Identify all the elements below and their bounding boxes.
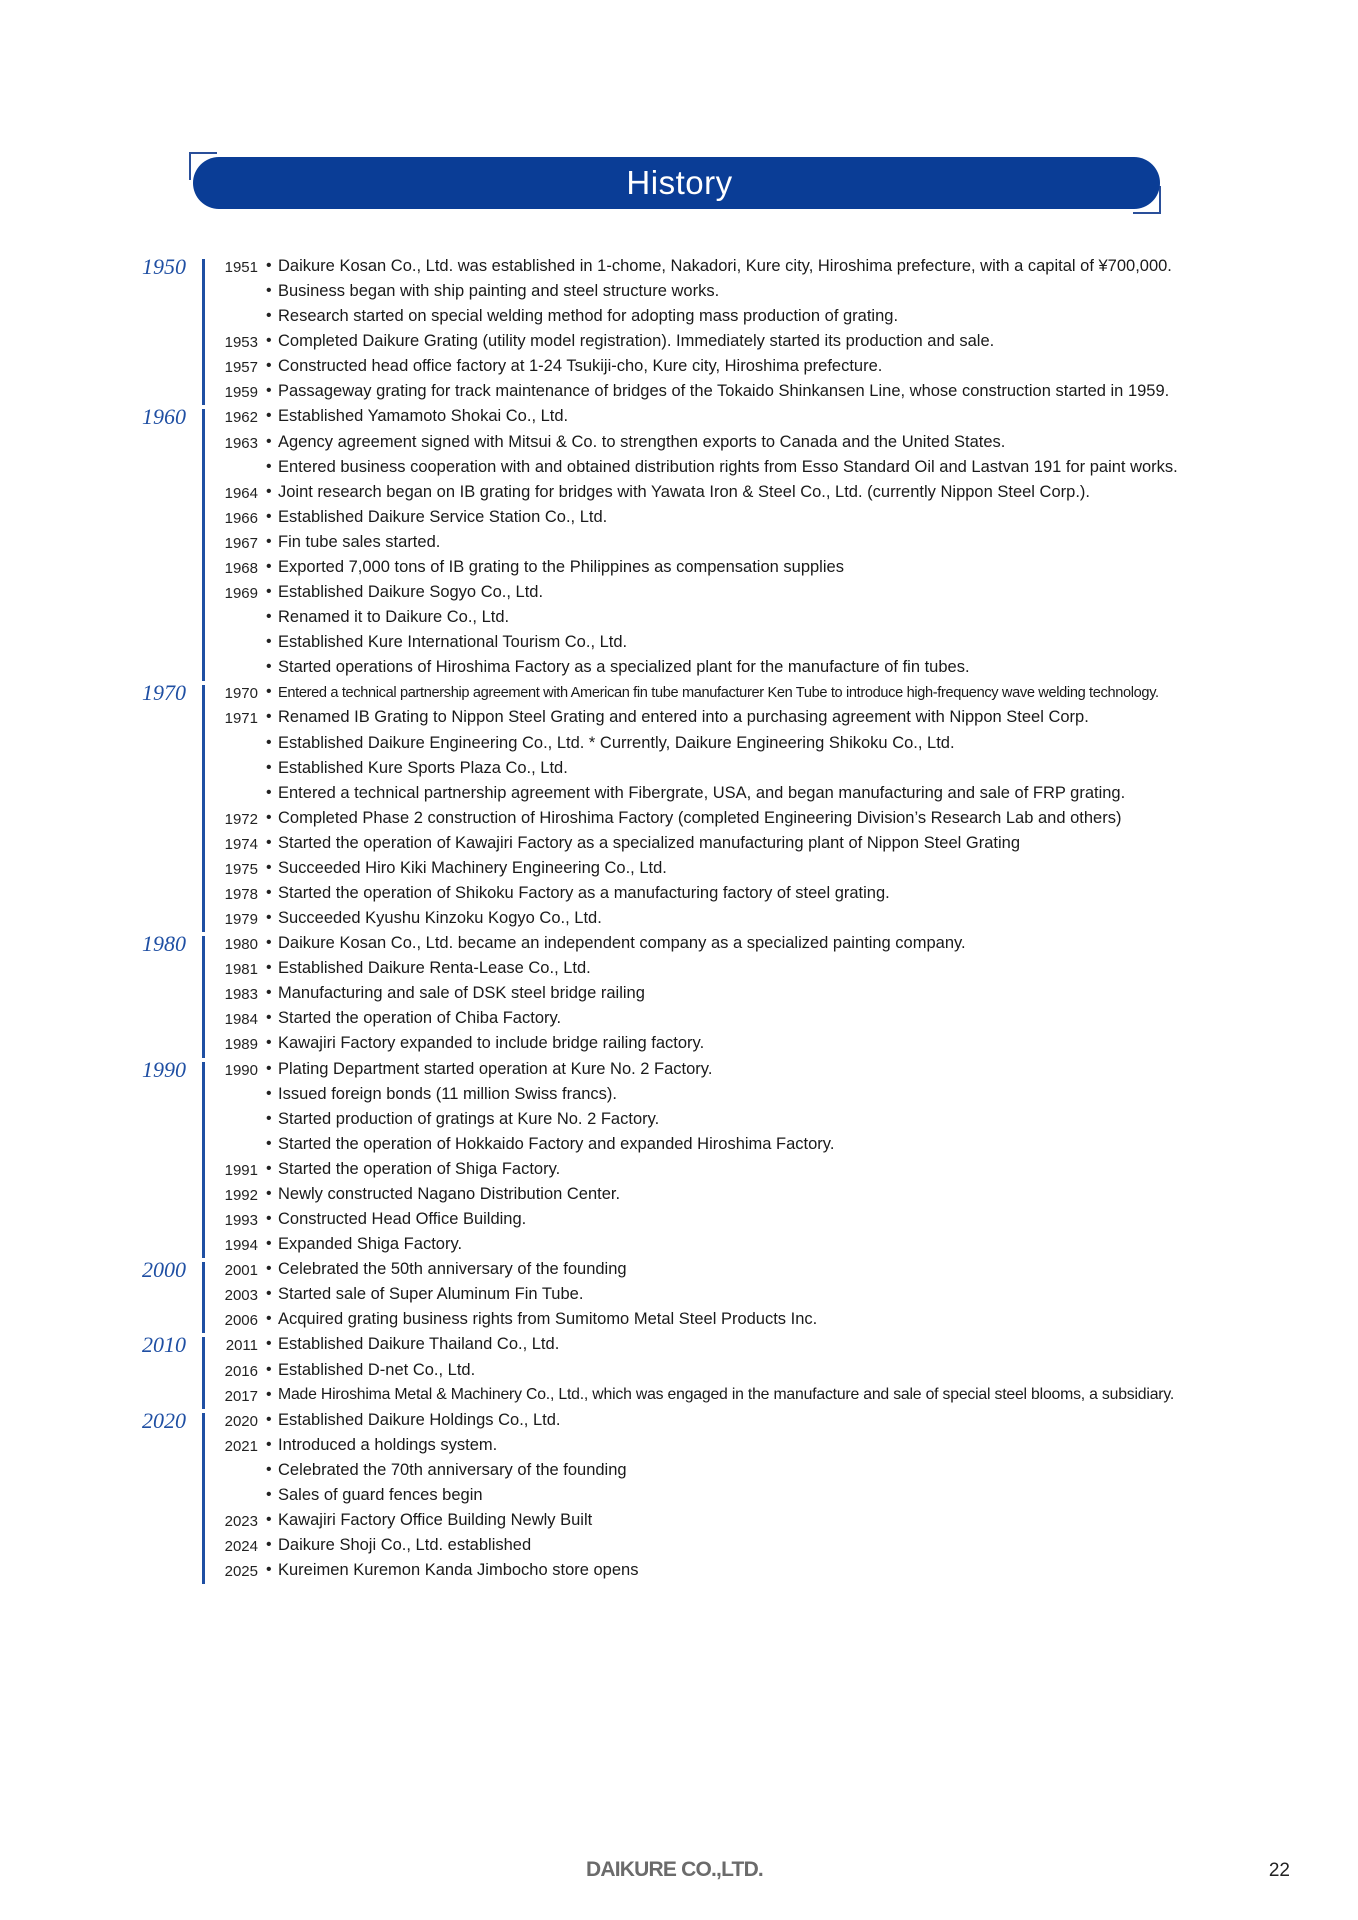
event-text: Plating Department started operation at Kure No. 2 Factory. xyxy=(278,1059,713,1078)
event-text: Established Daikure Renta-Lease Co., Ltd. xyxy=(278,959,591,978)
event-year: 2023 xyxy=(224,1513,258,1530)
event-year: 1969 xyxy=(224,585,258,603)
event-text: Daikure Kosan Co., Ltd. was established in 1-chome, Nakadori, Kure city, Hiroshima prefecture, with a capital of ¥700,000. xyxy=(278,257,1172,275)
bullet-marker: • xyxy=(266,808,272,826)
bullet-marker: • xyxy=(266,507,272,525)
bullet-marker: • xyxy=(266,557,272,575)
decade-bar xyxy=(202,1062,205,1259)
bullet-marker: • xyxy=(266,858,272,876)
event-text: Newly constructed Nagano Distribution Center. xyxy=(278,1184,621,1203)
bullet-marker: • xyxy=(266,583,272,601)
bullet-marker: • xyxy=(266,307,272,325)
event-year: 1980 xyxy=(224,936,258,954)
page-title: History xyxy=(626,164,733,201)
bullet-marker: • xyxy=(266,1285,272,1303)
bullet-marker: • xyxy=(266,357,272,375)
bullet-marker: • xyxy=(266,1159,272,1177)
event-year: 2001 xyxy=(224,1262,258,1280)
bullet-marker: • xyxy=(266,282,272,300)
event-text: Started the operation of Chiba Factory. xyxy=(278,1009,562,1028)
event-text: Renamed it to Daikure Co., Ltd. xyxy=(278,608,510,627)
event-year: 1978 xyxy=(224,886,258,903)
event-year: 1981 xyxy=(224,961,258,979)
bullet-marker: • xyxy=(266,1109,272,1127)
event-year: 1975 xyxy=(224,860,258,878)
event-text: Kureimen Kuremon Kanda Jimbocho store opens xyxy=(278,1561,639,1580)
bullet-marker: • xyxy=(266,1235,272,1253)
event-text: Established Daikure Sogyo Co., Ltd. xyxy=(278,583,544,602)
event-year: 2016 xyxy=(224,1362,258,1380)
decade-bar xyxy=(202,685,205,932)
event-text: Entered a technical partnership agreement with Fibergrate, USA, and began manufacturing and sale of FRP grating. xyxy=(278,783,1126,802)
event-text: Started sale of Super Aluminum Fin Tube. xyxy=(278,1285,584,1304)
decade-bar xyxy=(202,409,205,681)
bullet-marker: • xyxy=(266,959,272,977)
bullet-marker: • xyxy=(266,1059,272,1077)
event-year: 1962 xyxy=(224,409,258,427)
event-year: 1979 xyxy=(224,911,258,929)
event-text: Established Daikure Service Station Co., Ltd. xyxy=(278,507,608,526)
bullet-marker: • xyxy=(266,1410,272,1428)
event-text: Succeeded Hiro Kiki Machinery Engineering Co., Ltd. xyxy=(278,858,667,877)
event-year: 2024 xyxy=(224,1538,258,1556)
event-text: Entered a technical partnership agreement with American fin tube manufacturer Ken Tube to introduce high-frequency wave welding technology. xyxy=(278,685,1159,702)
bullet-marker: • xyxy=(266,1184,272,1202)
event-year: 1989 xyxy=(224,1036,258,1054)
bullet-marker: • xyxy=(266,1435,272,1453)
decade-label: 1960 xyxy=(142,404,186,430)
decade-bar xyxy=(202,1337,205,1408)
bullet-marker: • xyxy=(266,532,272,550)
event-text: Started operations of Hiroshima Factory as a specialized plant for the manufacture of fin tubes. xyxy=(278,658,970,677)
event-text: Daikure Shoji Co., Ltd. established xyxy=(278,1536,532,1555)
bullet-marker: • xyxy=(266,909,272,927)
bullet-marker: • xyxy=(266,1134,272,1152)
event-year: 1983 xyxy=(224,986,258,1004)
bullet-marker: • xyxy=(266,457,272,475)
event-year: 1957 xyxy=(224,359,258,377)
page-number: 22 xyxy=(1268,1860,1290,1881)
decade-bar xyxy=(202,936,205,1057)
bullet-marker: • xyxy=(266,1385,272,1403)
bullet-marker: • xyxy=(266,257,272,274)
event-year: 1970 xyxy=(224,685,258,703)
bullet-marker: • xyxy=(266,783,272,801)
event-text: Fin tube sales started. xyxy=(278,532,441,551)
bullet-marker: • xyxy=(266,934,272,952)
event-year: 1972 xyxy=(224,810,258,828)
event-text: Started the operation of Shikoku Factory as a manufacturing factory of steel grating. xyxy=(278,884,890,902)
event-text: Started the operation of Shiga Factory. xyxy=(278,1159,561,1178)
decade-label: 1980 xyxy=(142,931,186,957)
event-text: Established Daikure Engineering Co., Ltd. * Currently, Daikure Engineering Shikoku Co., Ltd. xyxy=(278,733,955,752)
event-text: Celebrated the 50th anniversary of the founding xyxy=(278,1260,627,1279)
event-text: Started the operation of Kawajiri Factory as a specialized manufacturing plant of Nippon Steel Grating xyxy=(278,833,1020,852)
event-text: Established Daikure Holdings Co., Ltd. xyxy=(278,1410,561,1429)
event-text: Manufacturing and sale of DSK steel bridge railing xyxy=(278,984,645,1003)
event-year: 1990 xyxy=(224,1061,258,1079)
bullet-marker: • xyxy=(266,382,272,400)
event-year: 2017 xyxy=(224,1387,258,1405)
bullet-marker: • xyxy=(266,1210,272,1228)
bullet-marker: • xyxy=(266,708,272,726)
event-text: Agency agreement signed with Mitsui & Co. to strengthen exports to Canada and the United States. xyxy=(278,432,1006,451)
bullet-marker: • xyxy=(266,1335,272,1353)
event-text: Joint research began on IB grating for bridges with Yawata Iron & Steel Co., Ltd. (currently Nippon Steel Corp.). xyxy=(278,482,1090,501)
event-text: Succeeded Kyushu Kinzoku Kogyo Co., Ltd. xyxy=(278,909,602,928)
decade-bar xyxy=(202,1413,205,1585)
event-year: 2003 xyxy=(224,1287,258,1305)
event-year: 1991 xyxy=(224,1161,258,1179)
bullet-marker: • xyxy=(266,1034,272,1052)
bullet-marker: • xyxy=(266,1511,272,1528)
event-text: Passageway grating for track maintenance of bridges of the Tokaido Shinkansen Line, whose construction started in 1959. xyxy=(278,382,1170,401)
event-year: 2025 xyxy=(224,1563,258,1581)
bullet-marker: • xyxy=(266,733,272,751)
event-year: 1951 xyxy=(224,259,258,276)
bullet-marker: • xyxy=(266,1084,272,1102)
event-text: Entered business cooperation with and obtained distribution rights from Esso Standard Oil and Lastvan 191 for paint works. xyxy=(278,457,1178,476)
bullet-marker: • xyxy=(266,1360,272,1378)
event-year: 2020 xyxy=(224,1412,258,1430)
event-text: Exported 7,000 tons of IB grating to the Philippines as compensation supplies xyxy=(278,557,844,576)
bullet-marker: • xyxy=(266,683,272,701)
event-text: Research started on special welding method for adopting mass production of grating. xyxy=(278,307,899,326)
event-year: 1967 xyxy=(224,534,258,552)
event-text: Kawajiri Factory expanded to include bridge railing factory. xyxy=(278,1034,705,1053)
event-year: 1974 xyxy=(224,835,258,853)
bullet-marker: • xyxy=(266,432,272,450)
company-logo: DAIKURE CO.,LTD. xyxy=(586,1858,763,1881)
event-text: Sales of guard fences begin xyxy=(278,1485,483,1504)
bullet-marker: • xyxy=(266,833,272,851)
event-text: Constructed Head Office Building. xyxy=(278,1210,527,1229)
event-text: Completed Daikure Grating (utility model registration). Immediately started its production and sale. xyxy=(278,332,995,351)
event-text: Established D-net Co., Ltd. xyxy=(278,1360,476,1379)
decade-bar xyxy=(202,259,205,405)
event-year: 1992 xyxy=(224,1186,258,1204)
event-text: Celebrated the 70th anniversary of the founding xyxy=(278,1460,627,1479)
event-year: 2011 xyxy=(225,1337,258,1355)
decade-label: 2000 xyxy=(142,1257,186,1283)
event-text: Daikure Kosan Co., Ltd. became an independent company as a specialized painting company. xyxy=(278,934,966,953)
bullet-marker: • xyxy=(266,1561,272,1579)
bullet-marker: • xyxy=(266,608,272,626)
event-text: Introduced a holdings system. xyxy=(278,1435,498,1454)
bullet-marker: • xyxy=(266,482,272,500)
event-text: Established Kure Sports Plaza Co., Ltd. xyxy=(278,758,568,777)
event-year: 1968 xyxy=(224,559,258,577)
bullet-marker: • xyxy=(266,984,272,1002)
decade-bar xyxy=(202,1262,205,1333)
event-year: 1966 xyxy=(224,509,258,527)
event-year: 1964 xyxy=(224,484,258,502)
bullet-marker: • xyxy=(266,884,272,901)
bullet-marker: • xyxy=(266,633,272,651)
event-text: Acquired grating business rights from Sumitomo Metal Steel Products Inc. xyxy=(278,1310,818,1329)
event-year: 1984 xyxy=(224,1011,258,1029)
event-text: Started the operation of Hokkaido Factory and expanded Hiroshima Factory. xyxy=(278,1134,835,1153)
decade-label: 2020 xyxy=(142,1407,186,1433)
bullet-marker: • xyxy=(266,1536,272,1554)
event-text: Established Kure International Tourism Co., Ltd. xyxy=(278,633,628,652)
event-year: 1994 xyxy=(224,1237,258,1255)
event-text: Established Yamamoto Shokai Co., Ltd. xyxy=(278,407,569,426)
decade-label: 1950 xyxy=(142,254,186,279)
event-text: Made Hiroshima Metal & Machinery Co., Ltd., which was engaged in the manufacture and sale of special steel blooms, a subsidiary. xyxy=(278,1385,1175,1403)
decade-label: 1970 xyxy=(142,680,186,706)
event-text: Issued foreign bonds (11 million Swiss francs). xyxy=(278,1084,618,1103)
event-text: Expanded Shiga Factory. xyxy=(278,1235,463,1254)
decade-label: 2010 xyxy=(142,1332,186,1358)
event-year: 1993 xyxy=(224,1212,258,1230)
bullet-marker: • xyxy=(266,1485,272,1503)
event-year: 2021 xyxy=(224,1437,258,1455)
event-text: Completed Phase 2 construction of Hiroshima Factory (completed Engineering Division’s Research Lab and others) xyxy=(278,808,1122,827)
bullet-marker: • xyxy=(266,407,272,425)
bullet-marker: • xyxy=(266,332,272,350)
title-banner xyxy=(193,157,1160,209)
bullet-marker: • xyxy=(266,758,272,776)
bullet-marker: • xyxy=(266,1460,272,1478)
event-text: Renamed IB Grating to Nippon Steel Grating and entered into a purchasing agreement with Nippon Steel Corp. xyxy=(278,708,1089,727)
event-text: Established Daikure Thailand Co., Ltd. xyxy=(278,1335,560,1354)
bullet-marker: • xyxy=(266,658,272,676)
event-text: Started production of gratings at Kure No. 2 Factory. xyxy=(278,1109,660,1128)
bullet-marker: • xyxy=(266,1310,272,1328)
event-year: 1963 xyxy=(224,434,258,452)
event-year: 1959 xyxy=(224,384,258,402)
event-year: 1953 xyxy=(224,334,258,352)
event-text: Constructed head office factory at 1-24 Tsukiji-cho, Kure city, Hiroshima prefecture. xyxy=(278,357,883,376)
event-year: 1971 xyxy=(224,710,258,728)
event-text: Business began with ship painting and steel structure works. xyxy=(278,282,720,301)
bullet-marker: • xyxy=(266,1009,272,1027)
event-year: 2006 xyxy=(224,1312,258,1330)
event-text: Kawajiri Factory Office Building Newly Built xyxy=(278,1511,593,1529)
bullet-marker: • xyxy=(266,1260,272,1278)
decade-label: 1990 xyxy=(142,1056,186,1082)
